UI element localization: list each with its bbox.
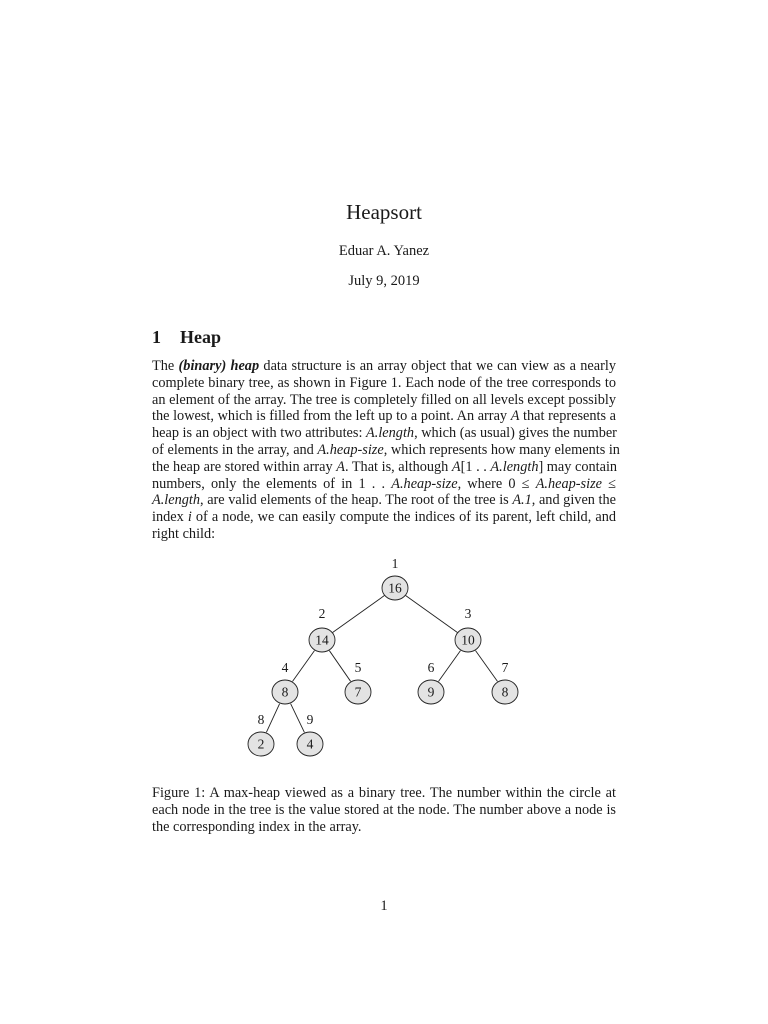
paragraph-text: A.heap-size	[535, 475, 602, 492]
paragraph-text: data structure is an array object that we can view as a nearly	[259, 358, 616, 374]
node-index: 8	[257, 712, 265, 727]
paragraph-text: of elements in the array, and	[152, 441, 318, 458]
node-value: 16	[388, 580, 402, 596]
node-index: 4	[281, 660, 289, 675]
paragraph-text: [1 . .	[460, 458, 491, 475]
node-value: 8	[501, 684, 509, 700]
paragraph-text: right child:	[152, 525, 216, 542]
paragraph-text: the lowest, which is filled from the left up to a point. An array	[152, 408, 511, 425]
node-value: 8	[281, 684, 289, 700]
tree-edge	[333, 596, 385, 633]
paragraph-text: A	[510, 408, 520, 425]
tree-edge	[476, 651, 498, 682]
paragraph-text: A.1	[512, 492, 532, 509]
node-value: 9	[427, 684, 435, 700]
node-index: 2	[318, 606, 326, 621]
paragraph-text: complete binary tree, as shown in Figure 1. Each node of the tree corresponds to	[152, 374, 616, 391]
paragraph-text: A.length	[490, 458, 539, 475]
node-index: 6	[427, 660, 435, 675]
section-title: Heap	[180, 327, 222, 347]
paragraph-text: an element of the array. The tree is completely filled on all levels except possibly	[152, 391, 616, 408]
node-index: 3	[464, 606, 472, 621]
node-value: 14	[315, 632, 329, 648]
paragraph-text: i	[187, 509, 192, 526]
paragraph-text: The	[152, 358, 179, 374]
paragraph-text: , are valid elements of the heap. The root of the tree is	[200, 492, 513, 509]
tree-edge	[293, 651, 315, 682]
paragraph-text: index	[152, 509, 188, 526]
node-value: 4	[306, 736, 314, 752]
paragraph-text: A.heap-size	[391, 475, 458, 492]
paragraph-text: , and given the	[531, 492, 616, 509]
paragraph-text: numbers, only the elements of in 1 . .	[152, 475, 392, 492]
paragraph-text: A.length	[366, 425, 415, 442]
node-value: 7	[354, 684, 362, 700]
section-number: 1	[152, 327, 161, 347]
figure-caption	[152, 785, 616, 836]
paragraph-text: ≤	[602, 475, 617, 492]
document-date: July 9, 2019	[348, 273, 420, 289]
node-index: 7	[501, 660, 509, 675]
paragraph-text: , where 0 ≤	[457, 475, 536, 492]
tree-edge	[266, 704, 279, 732]
node-index: 5	[354, 660, 362, 675]
page-number: 1	[380, 898, 388, 914]
paragraph-text: ] may contain	[538, 458, 618, 475]
paragraph-text: . That is, although	[344, 458, 452, 475]
node-index: 1	[391, 556, 399, 571]
node-index: 9	[306, 712, 314, 727]
paragraph-text: the heap are stored within array	[152, 458, 337, 475]
document-author: Eduar A. Yanez	[338, 243, 430, 259]
paragraph-text: A.heap-size	[317, 441, 384, 458]
caption-line: the corresponding index in the array.	[152, 819, 362, 835]
caption-line: Figure 1: A max-heap viewed as a binary tree. The number within the circle at	[152, 785, 616, 801]
paragraph-text: , which represents how many elements in	[383, 441, 620, 458]
paragraph-text: heap is an object with two attributes:	[152, 425, 367, 442]
node-value: 10	[461, 632, 475, 648]
paragraph-text: , which (as usual) gives the number	[414, 425, 617, 442]
tree-edge	[406, 596, 458, 633]
caption-line: each node in the tree is the value stored at the node. The number above a node is	[152, 802, 616, 818]
paragraph-text: A.length	[152, 492, 201, 509]
paragraph-text: of a node, we can easily compute the indices of its parent, left child, and	[191, 509, 616, 526]
tree-edge	[439, 651, 461, 682]
tree-edge	[329, 651, 350, 682]
document-title: Heapsort	[346, 200, 422, 224]
node-value: 2	[257, 736, 265, 752]
paragraph-text: that represents a	[519, 408, 616, 425]
paragraph-text: A	[451, 458, 461, 475]
paragraph-text: (binary) heap	[178, 358, 260, 374]
paragraph-text: A	[336, 458, 345, 475]
tree-edge	[291, 704, 305, 733]
